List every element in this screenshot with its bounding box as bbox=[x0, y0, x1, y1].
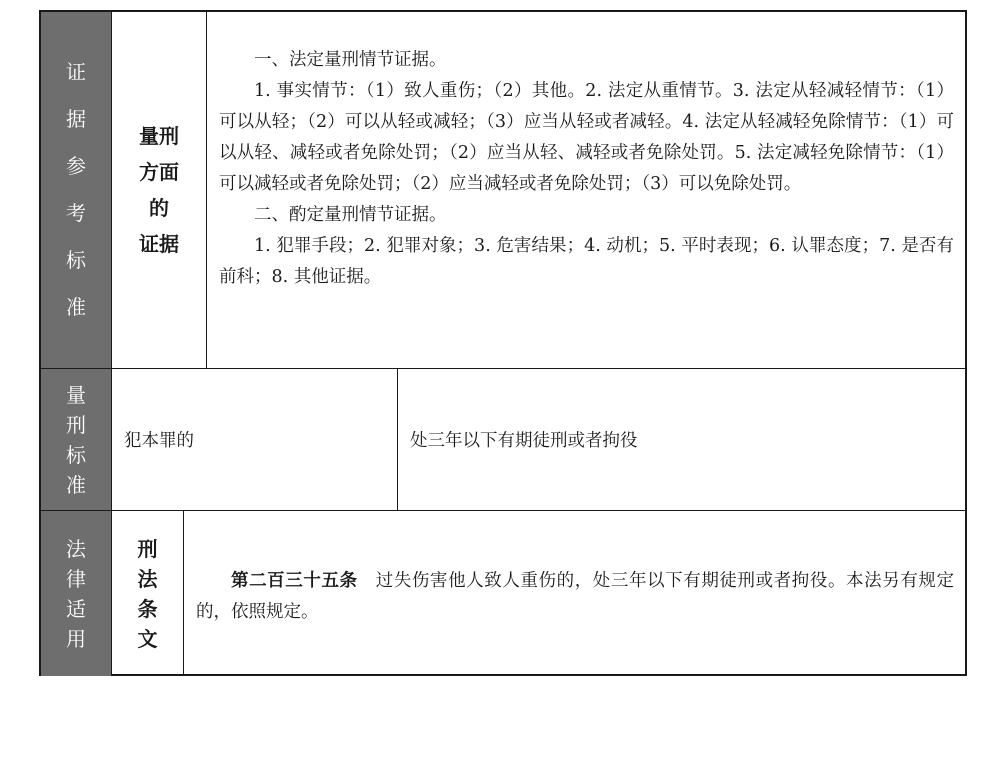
sentencing-evidence-content bbox=[207, 12, 965, 368]
sentencing-penalty: 处三年以下有期徒刑或者拘役 bbox=[410, 431, 638, 451]
discretionary-circumstances-heading: 二、酌定量刑情节证据。 bbox=[254, 205, 447, 225]
law-application-row bbox=[41, 511, 965, 676]
evidence-reference-row bbox=[41, 12, 965, 369]
sentencing-evidence-sub-label: 量刑 方面 的 证据 bbox=[112, 12, 207, 368]
discretionary-circumstances-text: 1. 犯罪手段；2. 犯罪对象；3. 危害结果；4. 动机；5. 平时表现；6. 认罪态度；7. 是否有前科；8. 其他证据。 bbox=[219, 236, 954, 287]
evidence-reference-side-label: 证 据 参 考 标 准 bbox=[41, 12, 112, 368]
sentencing-standard-side-label: 量 刑 标 准 bbox=[41, 369, 112, 510]
article-text: 过失伤害他人致人重伤的，处三年以下有期徒刑或者拘役。本法另有规定的，依照规定。 bbox=[196, 571, 955, 622]
statutory-circumstances-heading: 一、法定量刑情节证据。 bbox=[254, 50, 447, 70]
legal-reference-table bbox=[39, 10, 967, 676]
criminal-law-article-content bbox=[184, 511, 965, 676]
article-paragraph bbox=[196, 566, 954, 628]
article-number: 第二百三十五条 bbox=[231, 571, 358, 591]
statutory-circumstances-text: 1. 事实情节：（1）致人重伤；（2）其他。2. 法定从重情节。3. 法定从轻减轻情节：（1）可以从轻；（2）可以从轻或减轻；（3）应当从轻或者减轻。4. 法定从轻减轻免除情节：（1）可以从轻、减轻或者免除处罚；（2）应当从轻、减轻或者免除处罚。5. 法定减轻免除情节：（1）可以减轻或者免除处罚；（2）应当减轻或者免除处罚；（3）可以免除处罚。 bbox=[219, 81, 954, 194]
sentencing-standard-row bbox=[41, 369, 965, 511]
sentencing-condition: 犯本罪的 bbox=[112, 369, 398, 510]
law-application-side-label: 法 律 适 用 bbox=[41, 511, 112, 676]
criminal-law-article-sub-label: 刑 法 条 文 bbox=[112, 511, 184, 676]
